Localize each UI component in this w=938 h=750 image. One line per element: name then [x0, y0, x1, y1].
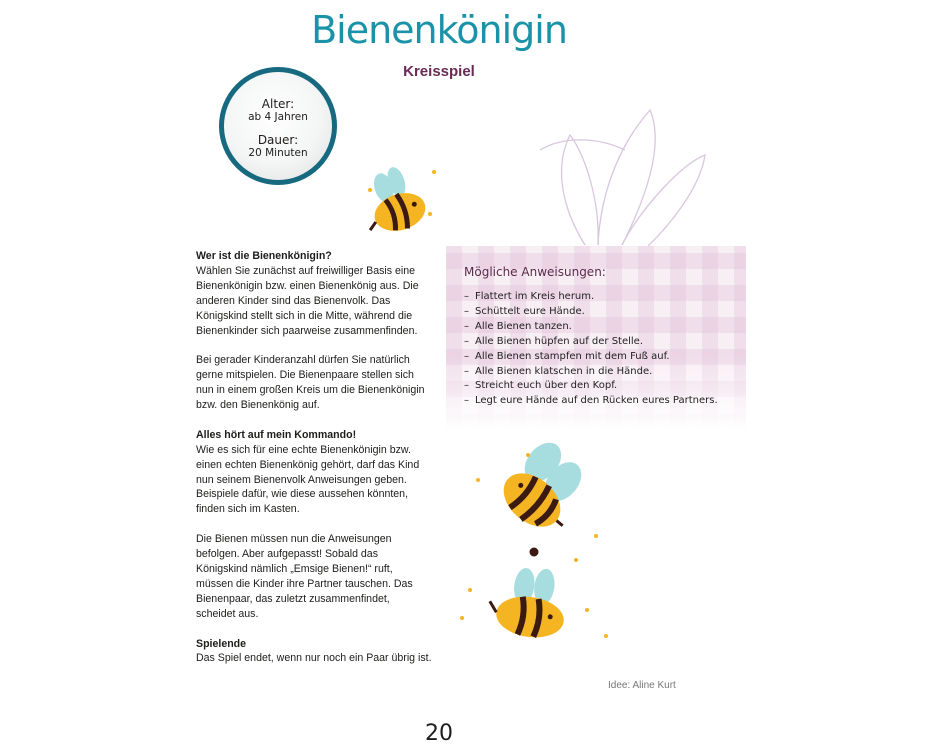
paragraph [196, 637, 432, 667]
age-label: Alter: [261, 97, 295, 111]
pollen-dot [585, 608, 589, 612]
section-heading: Wer ist die Bienenkönigin? [196, 250, 332, 262]
paragraph [196, 532, 432, 621]
pollen-dot [526, 453, 530, 457]
page-subtitle: Kreisspiel [403, 63, 475, 80]
pollen-dot [368, 188, 372, 192]
paragraph-text: Wie es sich für eine echte Bienenkönigin bzw. einen echten Bienenkönig gehört, darf das Kind nun seinem Bienenvolk Anweisungen geben. Beispiele dafür, wie diese aussehen könnten, finden sich im Kasten. [196, 443, 420, 516]
paragraph-text: Wählen Sie zunächst auf freiwilliger Basis eine Bienenkönigin bzw. einen Bienenkönig aus. Die anderen Kinder sind das Bienenvolk. Das Königskind stellt sich in die Mitte, während die Bienenkinder sich paarweise zusammenfinden. [196, 264, 419, 337]
leaf-outline-icon [540, 110, 705, 246]
bee-icon [493, 435, 600, 543]
duration-value: 20 Minuten [248, 147, 308, 159]
pollen-dot [432, 170, 436, 174]
pollen-dot [594, 534, 598, 538]
instruction-list [464, 290, 744, 409]
duration-label: Dauer: [257, 133, 299, 147]
paragraph [196, 353, 432, 413]
list-item: – Flattert im Kreis herum. [464, 290, 744, 305]
section-heading: Alles hört auf mein Kommando! [196, 428, 357, 441]
list-item: – Legt eure Hände auf den Rücken eures Partners. [464, 394, 744, 409]
credit: Idee: Aline Kurt [608, 680, 676, 691]
paragraph-text: Das Spiel endet, wenn nur noch ein Paar übrig ist. [196, 652, 432, 665]
pollen-dot [468, 588, 472, 592]
list-item: – Streicht euch über den Kopf. [464, 379, 744, 394]
section-heading: Spielende [196, 637, 247, 650]
pollen-dot [574, 558, 578, 562]
page-number: 20 [425, 721, 453, 746]
paragraph [196, 428, 432, 517]
box-title: Mögliche Anweisungen: [464, 265, 606, 279]
pollen-dot [604, 634, 608, 638]
pollen-dot [476, 478, 480, 482]
instructions-text [196, 249, 432, 681]
pollen-dot [460, 616, 464, 620]
page-title: Bienenkönigin [311, 8, 567, 52]
bee-icon [486, 562, 571, 642]
paragraph [196, 249, 432, 338]
pollen-dot [428, 212, 432, 216]
paragraph-text: Die Bienen müssen nun die Anweisungen befolgen. Aber aufgepasst! Sobald das Königskind nämlich „Emsige Bienen!“ ruft, müssen die Kinder ihre Partner tauschen. Das Bienenpaar, das zuletzt zusammenfindet, scheidet aus. [196, 533, 413, 620]
list-item: – Alle Bienen stampfen mit dem Fuß auf. [464, 350, 744, 365]
list-item: – Alle Bienen tanzen. [464, 320, 744, 335]
paragraph-text: Bei gerader Kinderanzahl dürfen Sie natürlich gerne mitspielen. Die Bienenpaare stellen sich nun in einem großen Kreis um die Bienenkönigin bzw. den Bienenkönig auf. [196, 354, 425, 412]
bee-icon [354, 161, 431, 239]
list-item: – Alle Bienen klatschen in die Hände. [464, 365, 744, 380]
instructions-box [464, 265, 744, 409]
list-item: – Alle Bienen hüpfen auf der Stelle. [464, 335, 744, 350]
pollen-dot [530, 548, 539, 557]
list-item: – Schüttelt eure Hände. [464, 305, 744, 320]
age-value: ab 4 Jahren [248, 111, 308, 123]
